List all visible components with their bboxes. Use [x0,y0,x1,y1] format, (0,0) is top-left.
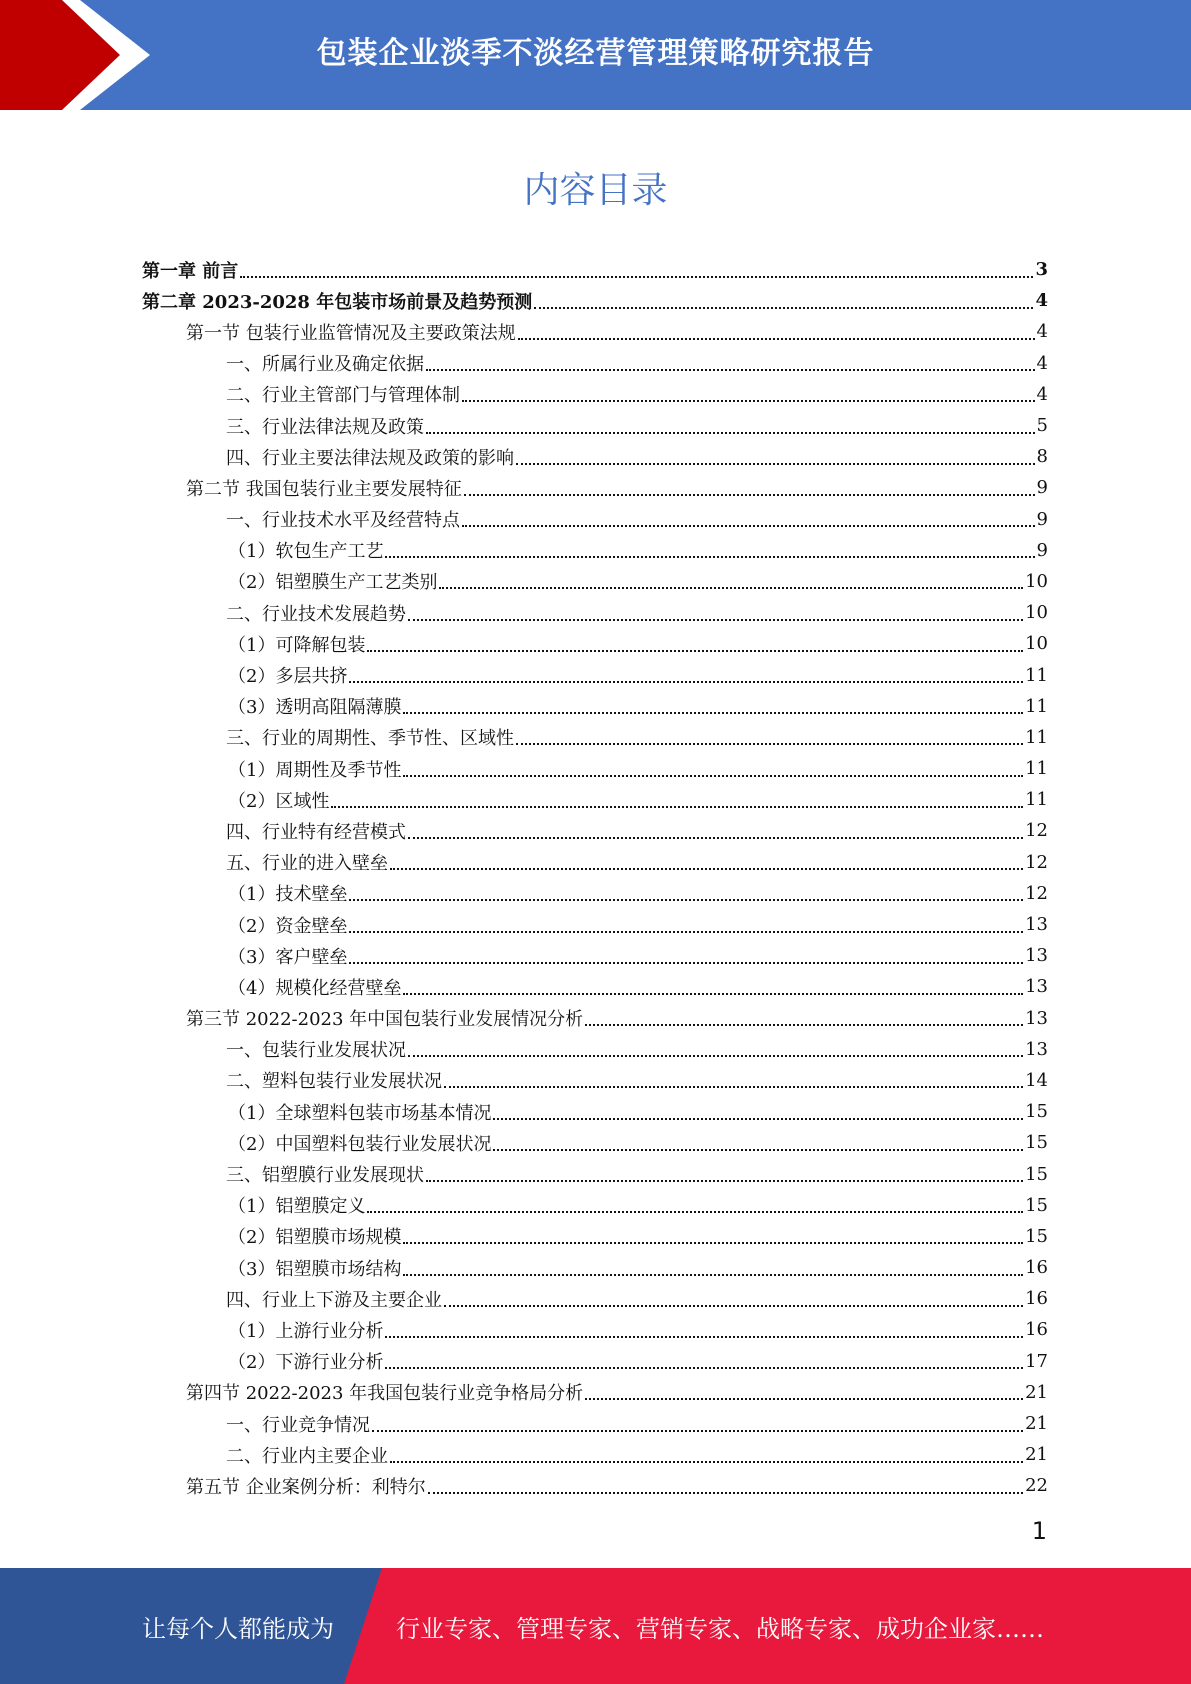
table-of-contents [142,254,1048,1502]
toc-entry[interactable] [142,285,1048,316]
toc-entry[interactable] [142,1065,1048,1096]
toc-entry-title: 二、行业技术发展趋势 [226,603,406,625]
toc-entry-title: 一、行业技术水平及经营特点 [226,510,460,532]
toc-entry[interactable] [142,410,1048,441]
toc-dot-leader [403,712,1023,714]
toc-entry-title: 第五节 企业案例分析：利特尔 [186,1476,426,1498]
toc-entry-title: （3）铝塑膜市场结构 [228,1258,402,1280]
toc-entry-page: 12 [1025,820,1048,842]
toc-entry-title: 三、行业法律法规及政策 [226,416,424,438]
toc-entry[interactable] [142,971,1048,1002]
toc-dot-leader [426,432,1035,434]
toc-entry[interactable] [142,379,1048,410]
toc-dot-leader [331,806,1023,808]
toc-entry-title: （1）上游行业分析 [228,1320,384,1342]
toc-entry[interactable] [142,597,1048,628]
toc-dot-leader [372,1430,1023,1432]
toc-entry-title: 第一节 包装行业监管情况及主要政策法规 [186,322,516,344]
toc-entry-title: 第四节 2022-2023 年我国包装行业竞争格局分析 [186,1383,584,1405]
toc-entry-title: 第三节 2022-2023 年中国包装行业发展情况分析 [186,1009,584,1031]
toc-entry[interactable] [142,815,1048,846]
toc-entry-title: （1）全球塑料包装市场基本情况 [228,1102,492,1124]
toc-dot-leader [408,619,1023,621]
toc-entry[interactable] [142,441,1048,472]
toc-dot-leader [462,525,1035,527]
toc-entry[interactable] [142,753,1048,784]
toc-entry[interactable] [142,348,1048,379]
toc-entry-title: （2）中国塑料包装行业发展状况 [228,1133,492,1155]
toc-dot-leader [390,1461,1023,1463]
toc-entry-page: 21 [1025,1413,1048,1435]
toc-entry[interactable] [142,1190,1048,1221]
toc-entry-page: 11 [1025,664,1048,686]
toc-entry[interactable] [142,1158,1048,1189]
toc-entry-title: 第二章 2023-2028 年包装市场前景及趋势预测 [142,291,533,313]
toc-dot-leader [462,400,1035,402]
toc-entry-page: 11 [1025,789,1048,811]
toc-entry-page: 15 [1025,1101,1048,1123]
toc-entry-page: 9 [1036,477,1048,499]
toc-entry-title: （3）透明高阻隔薄膜 [228,697,402,719]
toc-entry[interactable] [142,909,1048,940]
toc-entry-page: 21 [1025,1444,1048,1466]
toc-dot-leader [464,494,1035,496]
toc-dot-leader [403,1274,1023,1276]
toc-dot-leader [408,837,1023,839]
toc-entry-title: 四、行业上下游及主要企业 [226,1289,442,1311]
toc-entry[interactable] [142,254,1048,285]
toc-dot-leader [426,369,1035,371]
toc-entry-title: （4）规模化经营壁垒 [228,977,402,999]
header-banner [0,0,1191,110]
toc-entry-page: 14 [1025,1069,1048,1091]
toc-entry[interactable] [142,535,1048,566]
footer-banner [0,1568,1191,1684]
toc-entry-page: 10 [1025,570,1048,592]
toc-entry-page: 8 [1036,446,1048,468]
toc-entry-page: 22 [1025,1475,1048,1497]
toc-dot-leader [428,1492,1023,1494]
toc-dot-leader [585,1398,1023,1400]
toc-dot-leader [349,962,1023,964]
toc-entry[interactable] [142,691,1048,722]
toc-entry[interactable] [142,316,1048,347]
toc-entry-page: 12 [1025,882,1048,904]
toc-entry-page: 12 [1025,851,1048,873]
toc-entry-page: 13 [1025,1007,1048,1029]
toc-dot-leader [444,1086,1023,1088]
toc-entry-title: （2）铝塑膜市场规模 [228,1227,402,1249]
toc-entry-page: 10 [1025,633,1048,655]
toc-dot-leader [240,276,1033,278]
toc-entry-title: （1）技术壁垒 [228,884,348,906]
toc-entry-page: 9 [1036,539,1048,561]
toc-dot-leader [493,1149,1023,1151]
toc-entry[interactable] [142,659,1048,690]
page-number: 1 [1031,1517,1047,1545]
toc-entry-page: 15 [1025,1163,1048,1185]
toc-dot-leader [385,1336,1023,1338]
toc-entry-page: 16 [1025,1257,1048,1279]
toc-entry-title: （2）区域性 [228,790,330,812]
toc-dot-leader [349,931,1023,933]
toc-entry-page: 11 [1025,758,1048,780]
toc-entry-title: （1）周期性及季节性 [228,759,402,781]
toc-entry-title: （1）软包生产工艺 [228,541,384,563]
toc-dot-leader [516,463,1035,465]
toc-dot-leader [426,1180,1023,1182]
toc-entry-page: 17 [1025,1350,1048,1372]
toc-dot-leader [403,1242,1023,1244]
toc-entry[interactable] [142,722,1048,753]
toc-entry-title: （2）下游行业分析 [228,1352,384,1374]
toc-dot-leader [534,307,1033,309]
header-title: 包装企业淡季不淡经营管理策略研究报告 [316,36,875,71]
toc-entry-page: 13 [1025,976,1048,998]
footer-slogan-left: 让每个人都能成为 [142,1614,334,1643]
toc-entry-title: （2）铝塑膜生产工艺类别 [228,572,438,594]
toc-entry-page: 13 [1025,945,1048,967]
toc-entry[interactable] [142,1127,1048,1158]
toc-dot-leader [385,1367,1023,1369]
toc-entry-title: 一、所属行业及确定依据 [226,354,424,376]
toc-entry[interactable] [142,1377,1048,1408]
toc-entry-page: 4 [1036,383,1048,405]
toc-entry-page: 21 [1025,1381,1048,1403]
toc-dot-leader [518,338,1035,340]
toc-dot-leader [408,1055,1023,1057]
toc-entry-page: 15 [1025,1132,1048,1154]
toc-entry[interactable] [142,504,1048,535]
toc-dot-leader [367,1211,1023,1213]
toc-entry[interactable] [142,1003,1048,1034]
toc-entry-page: 13 [1025,914,1048,936]
toc-entry-title: （1）可降解包装 [228,634,366,656]
toc-entry[interactable] [142,1346,1048,1377]
toc-entry-title: （2）资金壁垒 [228,915,348,937]
toc-entry-title: 四、行业特有经营模式 [226,821,406,843]
toc-entry[interactable] [142,1221,1048,1252]
toc-entry-title: 三、铝塑膜行业发展现状 [226,1165,424,1187]
toc-entry-title: 三、行业的周期性、季节性、区域性 [226,728,514,750]
toc-entry-page: 5 [1036,415,1048,437]
toc-entry-title: （3）客户壁垒 [228,946,348,968]
toc-entry[interactable] [142,784,1048,815]
toc-entry-title: 第二节 我国包装行业主要发展特征 [186,478,462,500]
toc-entry-page: 4 [1036,321,1048,343]
header-arrow-decoration [0,0,160,110]
toc-entry-page: 15 [1025,1194,1048,1216]
footer-slogan-right: 行业专家、管理专家、营销专家、战略专家、成功企业家…… [396,1614,1044,1643]
toc-dot-leader [516,743,1023,745]
toc-entry[interactable] [142,566,1048,597]
toc-entry[interactable] [142,1283,1048,1314]
toc-dot-leader [390,868,1023,870]
toc-entry-title: 二、行业内主要企业 [226,1445,388,1467]
toc-entry[interactable] [142,1096,1048,1127]
toc-entry[interactable] [142,1034,1048,1065]
toc-entry-page: 16 [1025,1319,1048,1341]
toc-entry-page: 3 [1035,259,1048,281]
toc-entry-page: 10 [1025,602,1048,624]
toc-entry[interactable] [142,1314,1048,1345]
toc-dot-leader [367,650,1023,652]
toc-entry-page: 11 [1025,695,1048,717]
toc-entry-page: 4 [1035,290,1048,312]
toc-entry[interactable] [142,847,1048,878]
toc-entry-page: 16 [1025,1288,1048,1310]
toc-dot-leader [349,899,1023,901]
toc-dot-leader [403,993,1023,995]
toc-entry-title: 四、行业主要法律法规及政策的影响 [226,447,514,469]
toc-dot-leader [349,681,1023,683]
toc-entry-title: 二、塑料包装行业发展状况 [226,1071,442,1093]
toc-entry[interactable] [142,628,1048,659]
toc-entry-title: 一、行业竞争情况 [226,1414,370,1436]
toc-entry[interactable] [142,1408,1048,1439]
toc-entry-page: 11 [1025,726,1048,748]
toc-entry-title: 第一章 前言 [142,260,239,282]
toc-entry-title: （1）铝塑膜定义 [228,1196,366,1218]
toc-entry[interactable] [142,472,1048,503]
toc-dot-leader [385,556,1034,558]
toc-entry[interactable] [142,1252,1048,1283]
toc-entry-title: 二、行业主管部门与管理体制 [226,385,460,407]
toc-entry[interactable] [142,878,1048,909]
toc-entry-page: 9 [1036,508,1048,530]
toc-entry[interactable] [142,1470,1048,1501]
toc-dot-leader [493,1118,1023,1120]
toc-entry-title: （2）多层共挤 [228,666,348,688]
toc-dot-leader [439,587,1023,589]
toc-heading: 内容目录 [523,170,668,211]
toc-entry[interactable] [142,940,1048,971]
toc-dot-leader [444,1305,1023,1307]
toc-entry[interactable] [142,1439,1048,1470]
toc-entry-page: 4 [1036,352,1048,374]
toc-entry-title: 一、包装行业发展状况 [226,1040,406,1062]
toc-entry-title: 五、行业的进入壁垒 [226,853,388,875]
toc-dot-leader [585,1024,1023,1026]
toc-entry-page: 13 [1025,1038,1048,1060]
toc-entry-page: 15 [1025,1225,1048,1247]
toc-dot-leader [403,775,1023,777]
